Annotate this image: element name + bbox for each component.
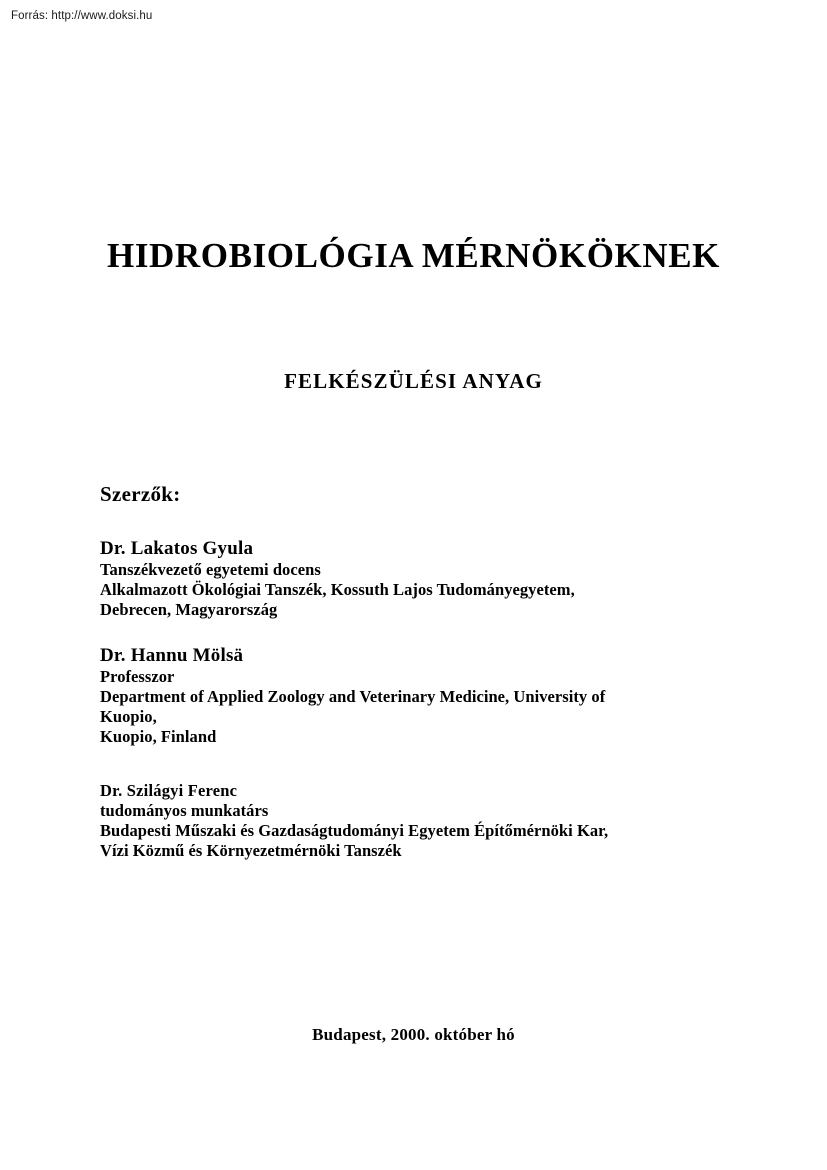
author-title-line: Tanszékvezető egyetemi docens [100, 560, 321, 579]
authors-heading: Szerzők: [100, 482, 181, 506]
author-location-line: Kuopio, Finland [100, 727, 217, 746]
author-entry-szilagyi-ferenc [100, 781, 740, 861]
author-affiliation-line: Budapesti Műszaki és Gazdaságtudományi Egyetem Építőmérnöki Kar, [100, 821, 609, 840]
authors-section [100, 481, 740, 861]
page-subtitle: FELKÉSZÜLÉSI ANYAG [284, 369, 543, 394]
author-title-line: Professzor [100, 667, 175, 686]
author-affiliation-line: Department of Applied Zoology and Veterinary Medicine, University of [100, 687, 606, 706]
author-affiliation-line: Alkalmazott Ökológiai Tanszék, Kossuth Lajos Tudományegyetem, [100, 580, 575, 599]
publication-place-date: Budapest, 2000. október hó [312, 1025, 515, 1044]
source-watermark-header: Forrás: http://www.doksi.hu [11, 10, 153, 22]
author-title-line: tudományos munkatárs [100, 801, 269, 820]
author-affiliation-line-continued: Kuopio, [100, 707, 157, 726]
page-title: HIDROBIOLÓGIA MÉRNÖKÖKNEK [107, 236, 720, 276]
author-entry-lakatos-gyula [100, 537, 740, 620]
author-entry-hannu-molsa [100, 644, 740, 747]
author-affiliation-line-continued: Vízi Közmű és Környezetmérnöki Tanszék [100, 841, 402, 860]
author-location-line: Debrecen, Magyarország [100, 600, 278, 619]
author-name: Dr. Lakatos Gyula [100, 538, 254, 559]
author-name: Dr. Szilágyi Ferenc [100, 781, 238, 800]
author-name: Dr. Hannu Mölsä [100, 645, 244, 666]
